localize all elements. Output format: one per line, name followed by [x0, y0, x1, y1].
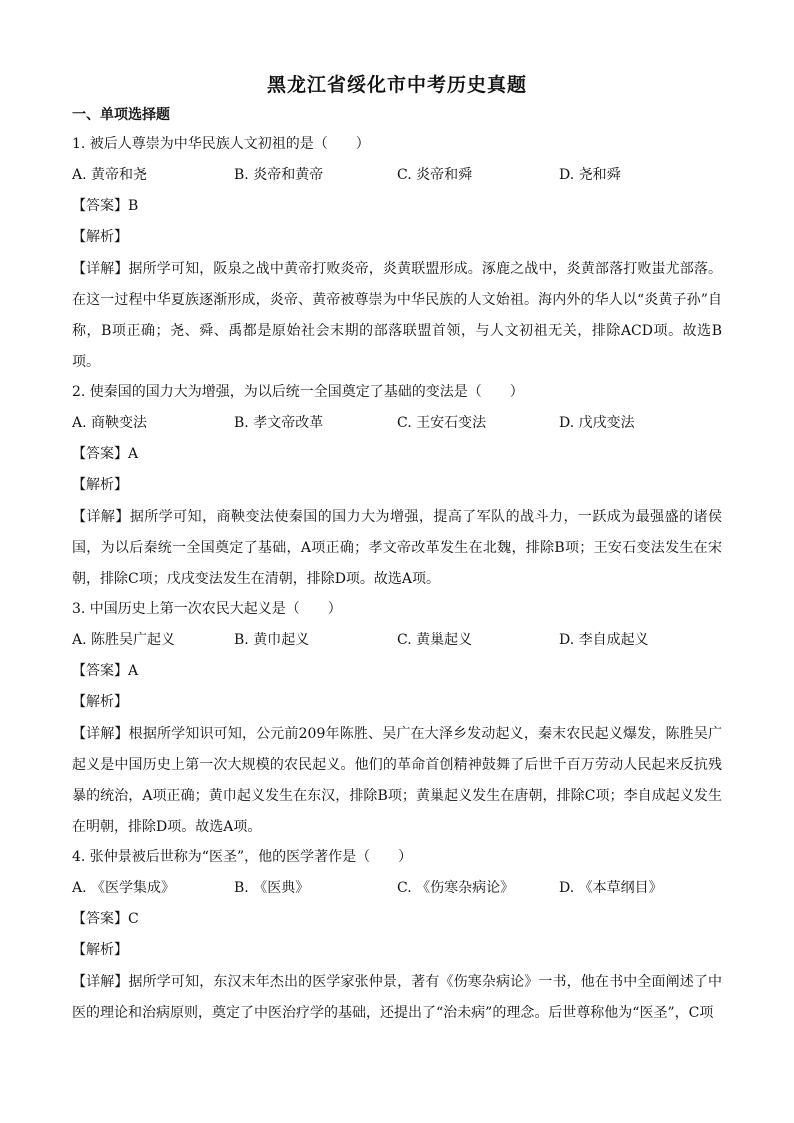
question-options — [72, 161, 722, 192]
question-stem: 3. 中国历史上第一次农民大起义是（ ） — [72, 601, 342, 617]
question-block — [72, 378, 722, 595]
option-b: B. 《医典》 — [234, 880, 310, 896]
option-d: D. 戊戌变法 — [559, 415, 635, 431]
option-a: A. 陈胜吴广起义 — [72, 632, 176, 648]
option-c: C. 王安石变法 — [397, 415, 487, 431]
analysis-label: 【解析】 — [72, 694, 128, 710]
question-stem: 1. 被后人尊崇为中华民族人文初祖的是（ ） — [72, 136, 370, 152]
option-b: B. 孝文帝改革 — [234, 415, 324, 431]
question-stem: 4. 张仲景被后世称为“医圣”，他的医学著作是（ ） — [72, 849, 413, 865]
question-stem: 2. 使秦国的国力大为增强，为以后统一全国奠定了基础的变法是（ ） — [72, 384, 524, 400]
question-block — [72, 843, 722, 1029]
analysis-label: 【解析】 — [72, 477, 128, 493]
detail-text: 【详解】据所学可知，商鞅变法使秦国的国力大为增强，提高了军队的战斗力，一跃成为最强盛的诸侯国，为以后秦统一全国奠定了基础，A项正确；孝文帝改革发生在北魏，排除B项；王安石变法发生在宋朝，排除C项；戊戌变法发生在清朝，排除D项。故选A项。 — [72, 509, 722, 587]
question-options — [72, 874, 722, 905]
detail-text: 【详解】据所学可知，东汉末年杰出的医学家张仲景，著有《伤寒杂病论》一书，他在书中全面阐述了中医的理论和治病原则，奠定了中医治疗学的基础，还提出了“治未病”的理念。后世尊称他为“医圣”，C项 — [72, 974, 722, 1021]
question-options — [72, 626, 722, 657]
option-b: B. 黄巾起义 — [234, 632, 310, 648]
page-title: 黑龙江省绥化市中考历史真题 — [266, 74, 527, 96]
questions-list — [72, 130, 722, 1029]
section-heading: 一、单项选择题 — [72, 107, 170, 123]
option-d: D. 尧和舜 — [559, 167, 621, 183]
option-b: B. 炎帝和黄帝 — [234, 167, 324, 183]
answer-line: 【答案】C — [72, 911, 139, 927]
question-options — [72, 409, 722, 440]
option-a: A. 《医学集成》 — [72, 880, 176, 896]
option-c: C. 《伤寒杂病论》 — [397, 880, 515, 896]
answer-line: 【答案】B — [72, 198, 139, 214]
option-a: A. 商鞅变法 — [72, 415, 148, 431]
question-block — [72, 130, 722, 378]
option-a: A. 黄帝和尧 — [72, 167, 148, 183]
option-d: D. 《本草纲目》 — [559, 880, 663, 896]
analysis-label: 【解析】 — [72, 942, 128, 958]
detail-text: 【详解】据所学可知，阪泉之战中黄帝打败炎帝，炎黄联盟形成。涿鹿之战中，炎黄部落打败蚩尤部落。在这一过程中华夏族逐渐形成，炎帝、黄帝被尊崇为中华民族的人文始祖。海内外的华人以“炎黄子孙”自称，B项正确；尧、舜、禹都是原始社会末期的部落联盟首领，与人文初祖无关，排除ACD项。故选B项。 — [72, 261, 722, 370]
option-c: C. 黄巢起义 — [397, 632, 473, 648]
detail-text: 【详解】根据所学知识可知，公元前209年陈胜、吴广在大泽乡发动起义，秦末农民起义爆发，陈胜吴广起义是中国历史上第一次大规模的农民起义。他们的革命首创精神鼓舞了后世千百万劳动人民起来反抗残暴的统治，A项正确；黄巾起义发生在东汉，排除B项；黄巢起义发生在唐朝，排除C项；李自成起义发生在明朝，排除D项。故选A项。 — [72, 726, 722, 835]
analysis-label: 【解析】 — [72, 229, 128, 245]
option-d: D. 李自成起义 — [559, 632, 649, 648]
question-block — [72, 595, 722, 843]
answer-line: 【答案】A — [72, 446, 139, 462]
option-c: C. 炎帝和舜 — [397, 167, 473, 183]
answer-line: 【答案】A — [72, 663, 139, 679]
